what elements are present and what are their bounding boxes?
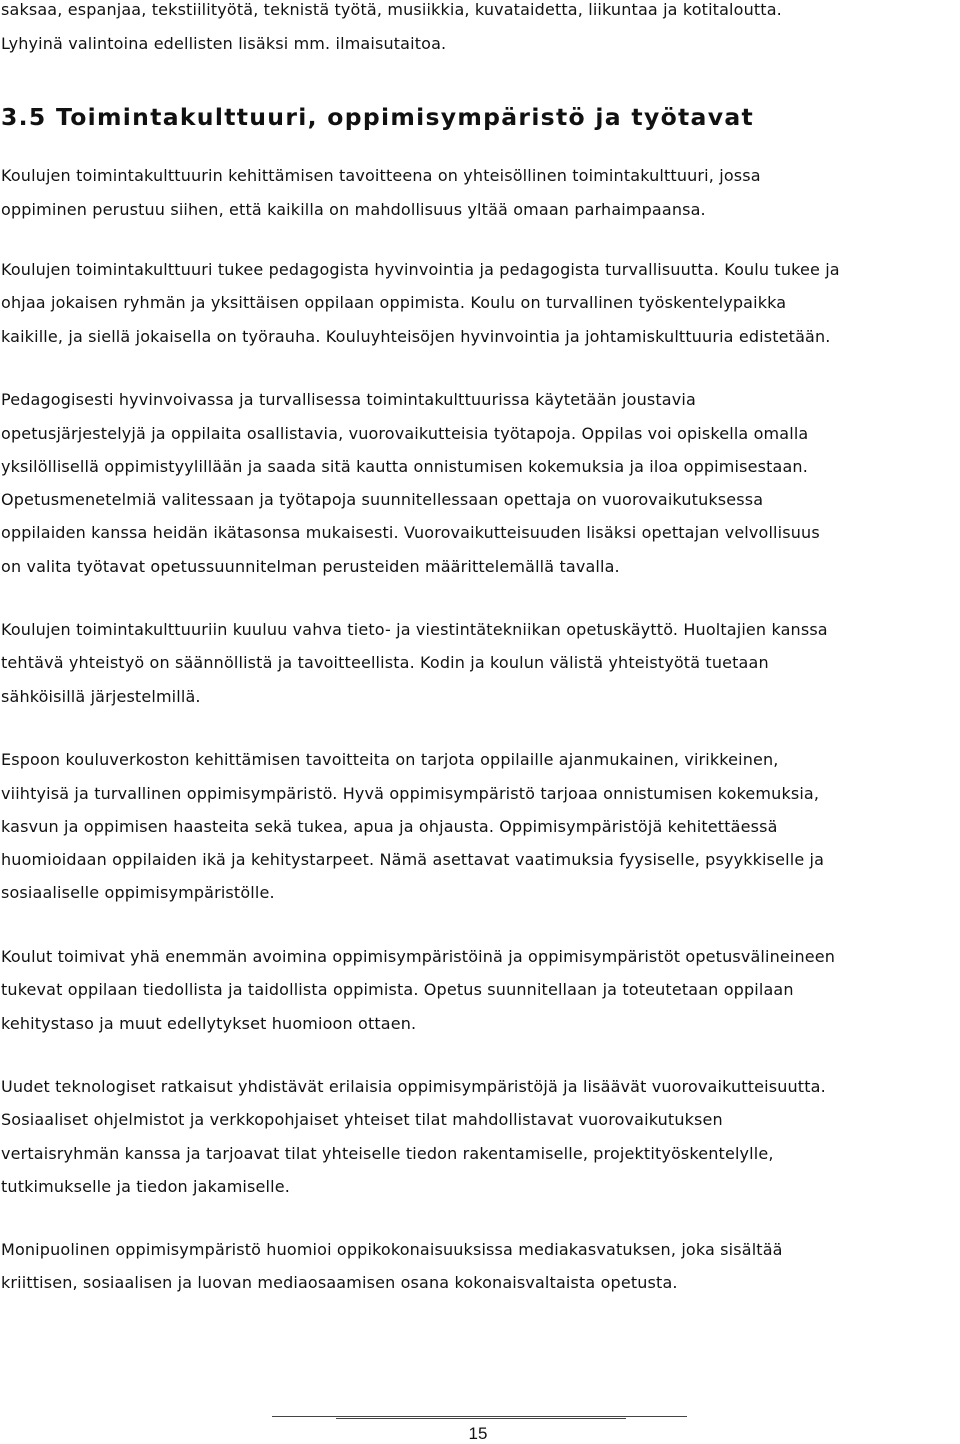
paragraph-line: kaikille, ja siellä jokaisella on työrauha. Kouluyhteisöjen hyvinvointia ja johtamiskulttuuria edistetään. [1, 327, 831, 346]
paragraph-line: kasvun ja oppimisen haasteita sekä tukea, apua ja ohjausta. Oppimisympäristöjä kehitettäessä [1, 817, 778, 836]
intro-line: saksaa, espanjaa, tekstiilityötä, teknistä työtä, musiikkia, kuvataidetta, liikuntaa ja kotitaloutta. [1, 0, 782, 19]
paragraph-line: Sosiaaliset ohjelmistot ja verkkopohjaiset yhteiset tilat mahdollistavat vuorovaikutuksen [1, 1110, 723, 1129]
paragraph-line: Pedagogisesti hyvinvoivassa ja turvallisessa toimintakulttuurissa käytetään joustavia [1, 390, 696, 409]
paragraph-line: Koulujen toimintakulttuuriin kuuluu vahva tieto- ja viestintätekniikan opetuskäyttö. Huoltajien kanssa [1, 620, 828, 639]
paragraph-line: Uudet teknologiset ratkaisut yhdistävät erilaisia oppimisympäristöjä ja lisäävät vuorovaikutteisuutta. [1, 1077, 826, 1096]
footer-divider [272, 1416, 687, 1417]
paragraph-line: on valita työtavat opetussuunnitelman perusteiden määrittelemällä tavalla. [1, 557, 620, 576]
paragraph-line: Koulut toimivat yhä enemmän avoimina oppimisympäristöinä ja oppimisympäristöt opetusvälineineen [1, 947, 836, 966]
paragraph-line: kriittisen, sosiaalisen ja luovan mediaosaamisen osana kokonaisvaltaista opetusta. [1, 1273, 678, 1292]
section-heading: 3.5 Toimintakulttuuri, oppimisympäristö ja työtavat [1, 103, 755, 131]
page-number: 15 [468, 1424, 488, 1443]
paragraph-line: ohjaa jokaisen ryhmän ja yksittäisen oppilaan oppimista. Koulu on turvallinen työskentelypaikka [1, 293, 787, 312]
paragraph-line: viihtyisä ja turvallinen oppimisympäristö. Hyvä oppimisympäristö tarjoaa onnistumisen kokemuksia, [1, 784, 820, 803]
paragraph-line: tehtävä yhteistyö on säännöllistä ja tavoitteellista. Kodin ja koulun välistä yhteistyötä tuetaan [1, 653, 769, 672]
paragraph-line: Opetusmenetelmiä valitessaan ja työtapoja suunnitellessaan opettaja on vuorovaikutuksessa [1, 490, 764, 509]
paragraph-line: Espoon kouluverkoston kehittämisen tavoitteita on tarjota oppilaille ajanmukainen, virikkeinen, [1, 750, 779, 769]
paragraph-line: Koulujen toimintakulttuurin kehittämisen tavoitteena on yhteisöllinen toimintakulttuuri, jossa [1, 166, 761, 185]
paragraph-line: Koulujen toimintakulttuuri tukee pedagogista hyvinvointia ja pedagogista turvallisuutta. Koulu tukee ja [1, 260, 840, 279]
paragraph-line: Monipuolinen oppimisympäristö huomioi oppikokonaisuuksissa mediakasvatuksen, joka sisältää [1, 1240, 783, 1259]
paragraph-line: tukevat oppilaan tiedollista ja taidollista oppimista. Opetus suunnitellaan ja toteutetaan oppilaan [1, 980, 794, 999]
paragraph-line: oppilaiden kanssa heidän ikätasonsa mukaisesti. Vuorovaikutteisuuden lisäksi opettajan velvollisuus [1, 523, 820, 542]
paragraph-line: tutkimukselle ja tiedon jakamiselle. [1, 1177, 290, 1196]
intro-line: Lyhyinä valintoina edellisten lisäksi mm. ilmaisutaitoa. [1, 34, 447, 53]
paragraph-line: vertaisryhmän kanssa ja tarjoavat tilat yhteiselle tiedon rakentamiselle, projektityöskentelylle, [1, 1144, 774, 1163]
paragraph-line: huomioidaan oppilaiden ikä ja kehitystarpeet. Nämä asettavat vaatimuksia fyysiselle, psyykkiselle ja [1, 850, 825, 869]
paragraph-line: kehitystaso ja muut edellytykset huomioon ottaen. [1, 1014, 417, 1033]
paragraph-line: sähköisillä järjestelmillä. [1, 687, 201, 706]
paragraph-line: sosiaaliselle oppimisympäristölle. [1, 883, 275, 902]
paragraph-line: opetusjärjestelyjä ja oppilaita osallistavia, vuorovaikutteisia työtapoja. Oppilas voi opiskella omalla [1, 424, 809, 443]
footer-divider-shadow [336, 1418, 626, 1419]
paragraph-line: yksilöllisellä oppimistyylillään ja saada sitä kautta onnistumisen kokemuksia ja iloa oppimisestaan. [1, 457, 808, 476]
paragraph-line: oppiminen perustuu siihen, että kaikilla on mahdollisuus yltää omaan parhaimpaansa. [1, 200, 706, 219]
